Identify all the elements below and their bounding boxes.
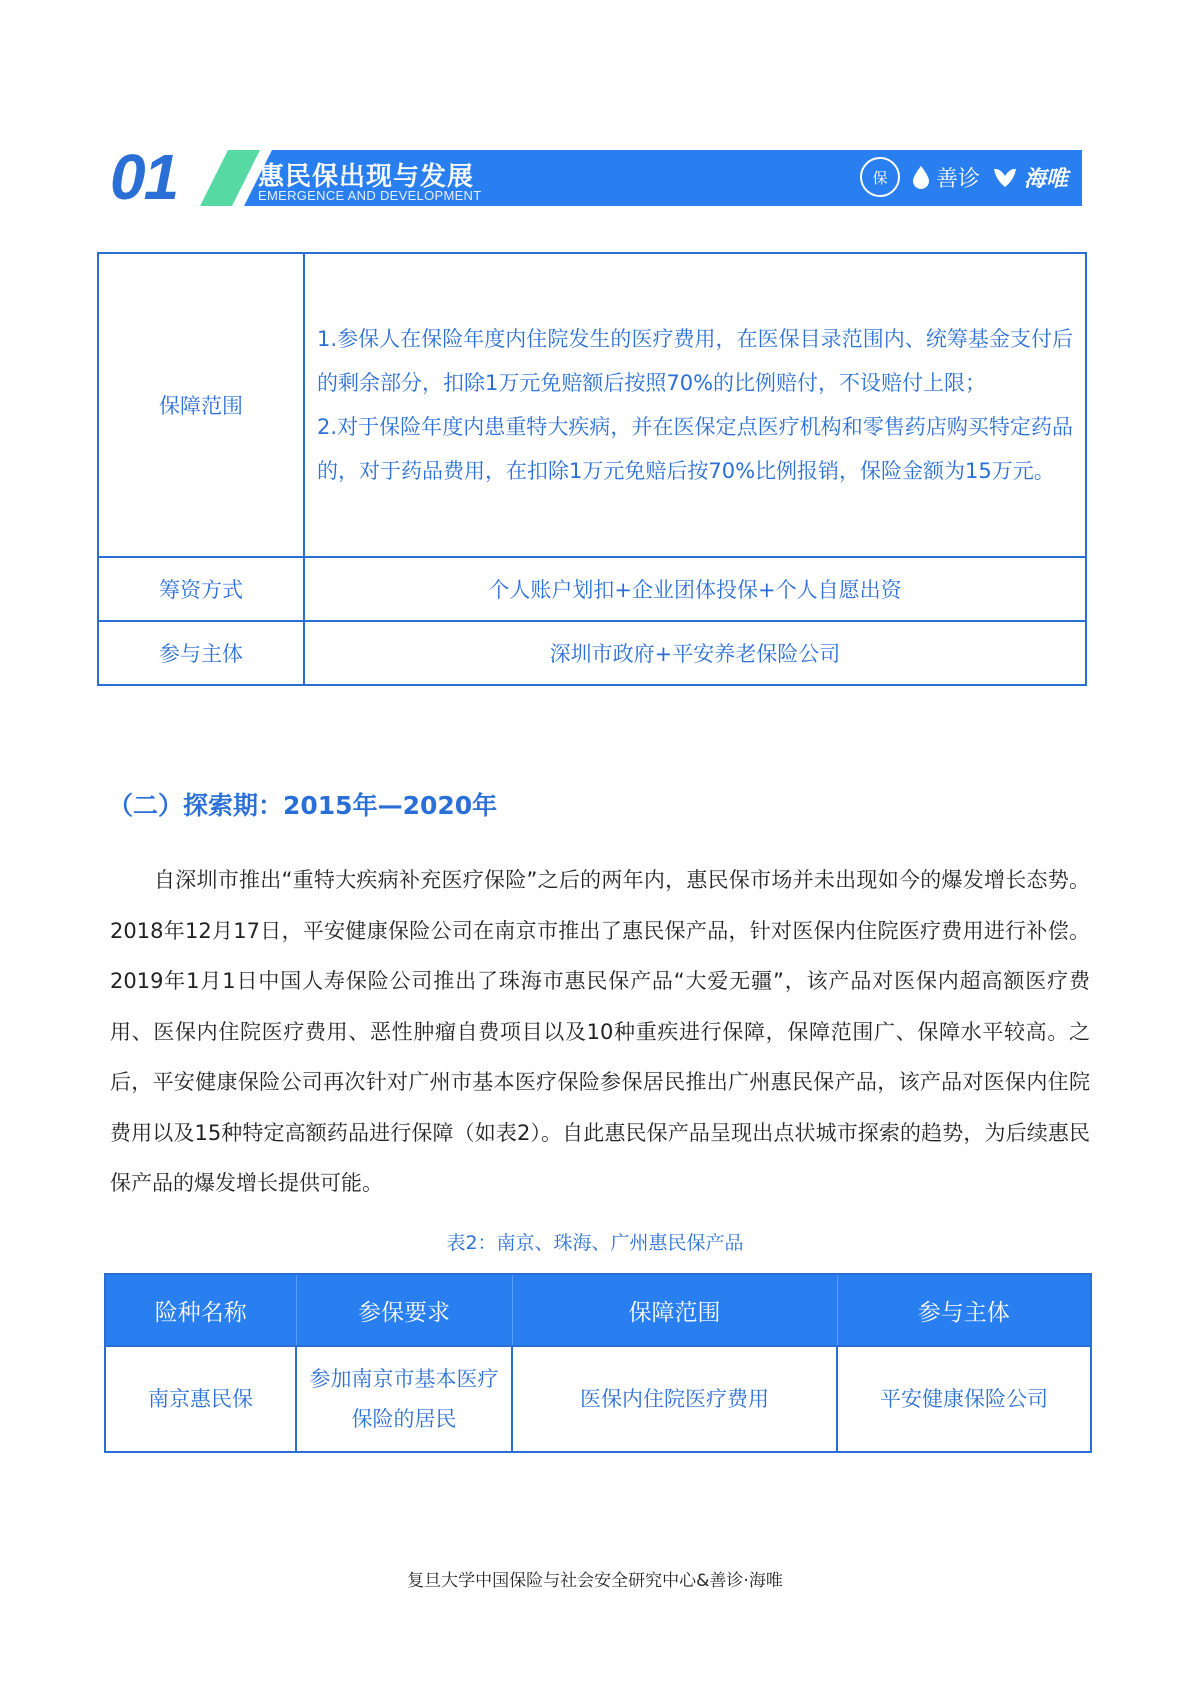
row-label: 保障范围 [98,253,304,557]
coverage-line-1: 1.参保人在保险年度内住院发生的医疗费用，在医保目录范围内、统筹基金支付后的剩余部分，扣除1万元免赔额后按照70%的比例赔付，不设赔付上限； [317,327,1073,395]
chapter-subtitle: EMERGENCE AND DEVELOPMENT [258,188,482,203]
row-label: 筹资方式 [98,557,304,621]
heart-wing-icon [992,166,1018,188]
shanzhen-logo-text: 善诊 [935,166,980,192]
chapter-title: 惠民保出现与发展 [258,162,475,192]
coverage-line-2: 2.对于保险年度内患重特大疾病，并在医保定点医疗机构和零售药店购买特定药品的，对于药品费用，在扣除1万元免赔后按70%比例报销，保险金额为15万元。 [317,415,1073,483]
table-header-row [105,1274,1091,1346]
haiwei-logo-text: 海唯 [1023,166,1068,192]
row-value: 个人账户划扣+企业团体投保+个人自愿出资 [304,557,1086,621]
haiwei-logo [992,162,1068,193]
page-footer: 复旦大学中国保险与社会安全研究中心&善诊·海唯 [407,1571,783,1591]
fudan-seal-icon: 保 [860,157,900,197]
table-row [98,253,1086,557]
products-table [104,1273,1092,1453]
table-caption: 表2：南京、珠海、广州惠民保产品 [446,1232,744,1254]
table-row [98,621,1086,685]
table-cell: 平安健康保险公司 [837,1346,1091,1452]
body-paragraph: 自深圳市推出“重特大疾病补充医疗保险”之后的两年内，惠民保市场并未出现如今的爆发增长态势。2018年12月17日，平安健康保险公司在南京市推出了惠民保产品，针对医保内住院医疗费用进行补偿。2019年1月1日中国人寿保险公司推出了珠海市惠民保产品“大爱无疆”，该产品对医保内超高额医疗费用、医保内住院医疗费用、恶性肿瘤自费项目以及10种重疾进行保障，保障范围广、保障水平较高。之后，平安健康保险公司再次针对广州市基本医疗保险参保居民推出广州惠民保产品，该产品对医保内住院费用以及15种特定高额药品进行保障（如表2）。自此惠民保产品呈现出点状城市探索的趋势，为后续惠民保产品的爆发增长提供可能。 [110,868,1090,1195]
shenzhen-product-table [97,252,1087,686]
table-row [98,557,1086,621]
shanzhen-logo [912,162,980,193]
row-label: 参与主体 [98,621,304,685]
column-header: 险种名称 [105,1274,296,1346]
table-row [105,1346,1091,1452]
drop-icon [912,165,930,189]
table-cell: 医保内住院医疗费用 [512,1346,837,1452]
column-header: 保障范围 [512,1274,837,1346]
table-cell: 参加南京市基本医疗保险的居民 [296,1346,512,1452]
column-header: 参保要求 [296,1274,512,1346]
chapter-number: 01 [110,141,178,213]
section-heading: （二）探索期：2015年—2020年 [108,791,498,820]
column-header: 参与主体 [837,1274,1091,1346]
chapter-header [110,141,1082,213]
row-value: 深圳市政府+平安养老保险公司 [304,621,1086,685]
partner-logos [860,152,1068,202]
table-cell: 南京惠民保 [105,1346,296,1452]
coverage-scope-cell [304,253,1086,557]
